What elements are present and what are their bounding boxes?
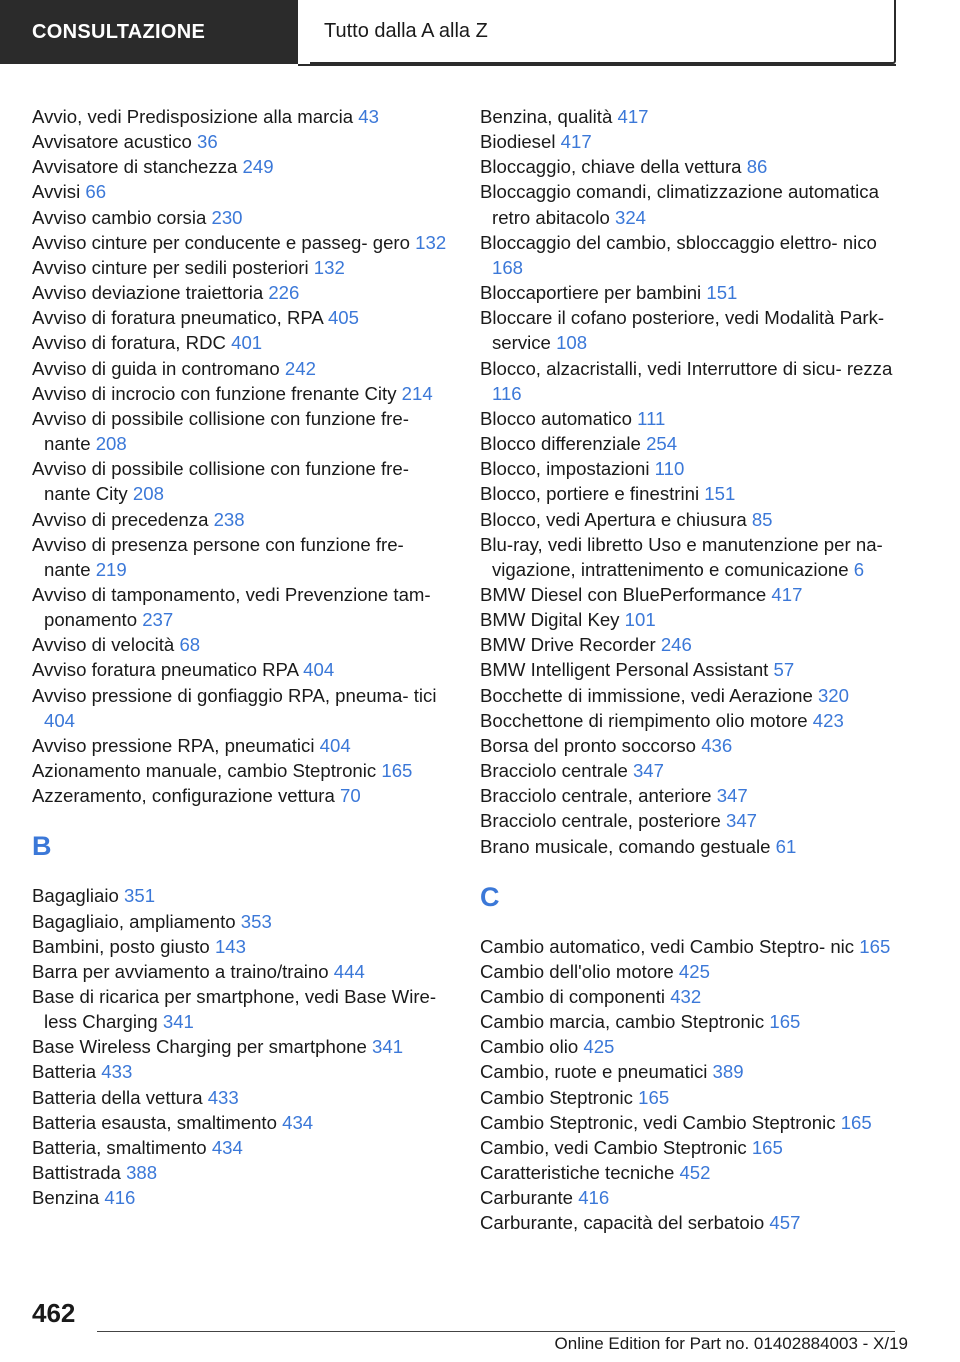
index-entry: [32, 934, 452, 959]
index-entry-text: BMW Diesel con BluePerformance: [480, 583, 767, 605]
index-entry-text: Cambio Steptronic, vedi Cambio Steptronic: [480, 1111, 836, 1133]
index-entry: [32, 783, 452, 808]
index-entry: [480, 305, 900, 355]
index-entry-text: Bocchettone di riempimento olio motore: [480, 709, 808, 731]
index-entry-text: Avviso di presenza persone con funzione fre‐ nante: [32, 533, 404, 580]
page-reference-link[interactable]: 249: [242, 156, 274, 178]
index-entry-text: Avviso di precedenza: [32, 508, 209, 530]
index-entry: [480, 1185, 900, 1210]
index-entry: [32, 330, 452, 355]
index-entry-text: Bloccaggio del cambio, sbloccaggio elettro‐ nico: [480, 231, 877, 253]
index-entry-text: Batteria esausta, smaltimento: [32, 1111, 277, 1133]
page-reference-link[interactable]: 226: [268, 282, 300, 304]
index-entry: [32, 205, 452, 230]
page-reference-link[interactable]: 230: [211, 206, 243, 228]
index-entry: [32, 104, 452, 129]
index-entry-text: Bagagliaio, ampliamento: [32, 910, 236, 932]
page-reference-link[interactable]: 165: [840, 1111, 872, 1133]
page-reference-link[interactable]: 165: [638, 1086, 670, 1108]
index-entry-text: Bloccaggio, chiave della vettura: [480, 156, 742, 178]
page-reference-link[interactable]: 165: [751, 1136, 783, 1158]
page-reference-link[interactable]: 6: [853, 558, 865, 580]
index-entry-text: Avviso di incrocio con funzione frenante City: [32, 382, 397, 404]
index-entry: [480, 230, 900, 280]
page-reference-link[interactable]: 457: [769, 1212, 801, 1234]
page-reference-link[interactable]: 61: [775, 835, 797, 857]
page-reference-link[interactable]: 341: [372, 1036, 404, 1058]
index-entry: [32, 456, 452, 506]
index-entry-text: Batteria: [32, 1061, 97, 1083]
index-entry: [32, 657, 452, 682]
page-reference-link[interactable]: 36: [197, 131, 218, 153]
index-entry: [32, 1160, 452, 1185]
index-entry: [32, 582, 452, 632]
index-entry: [480, 1034, 900, 1059]
index-entry-text: Avviso cinture per sedili posteriori: [32, 256, 309, 278]
index-entry: [32, 1034, 452, 1059]
index-entry-text: Azionamento manuale, cambio Steptronic: [32, 760, 377, 782]
page-reference-link[interactable]: 254: [646, 433, 678, 455]
page-reference-link[interactable]: 434: [211, 1136, 243, 1158]
index-entry-text: Blocco, alzacristalli, vedi Interruttore di sicu‐ rezza: [480, 357, 893, 379]
page-reference-link[interactable]: 132: [313, 256, 345, 278]
page-reference-link[interactable]: 86: [746, 156, 768, 178]
page-reference-link[interactable]: 389: [712, 1061, 744, 1083]
index-entry: [480, 1210, 900, 1235]
index-entry: [32, 883, 452, 908]
index-entry: [32, 230, 452, 255]
page-reference-link[interactable]: 416: [104, 1187, 136, 1209]
index-entry: [32, 179, 452, 204]
page-reference-link[interactable]: 214: [401, 382, 433, 404]
index-entry-text: Brano musicale, comando gestuale: [480, 835, 771, 857]
index-entry: [32, 507, 452, 532]
page-reference-link[interactable]: 108: [556, 332, 588, 354]
index-entry: [32, 154, 452, 179]
index-entry: [480, 657, 900, 682]
index-entry: [480, 179, 900, 229]
index-entry: [480, 1085, 900, 1110]
index-entry-text: Batteria della vettura: [32, 1086, 203, 1108]
index-entry: [480, 431, 900, 456]
index-entry-text: Benzina: [32, 1187, 100, 1209]
page-reference-link[interactable]: 165: [381, 760, 413, 782]
page-reference-link[interactable]: 416: [578, 1187, 610, 1209]
index-entry-text: Cambio olio: [480, 1036, 579, 1058]
page-reference-link[interactable]: 341: [162, 1011, 194, 1033]
page-reference-link[interactable]: 351: [124, 885, 156, 907]
page-header: [0, 0, 960, 66]
index-entry-text: Avviso deviazione traiettoria: [32, 282, 264, 304]
index-entry: [32, 381, 452, 406]
index-entry: [480, 356, 900, 406]
index-entry-text: Carburante: [480, 1187, 574, 1209]
page-reference-link[interactable]: 242: [284, 357, 316, 379]
chapter-title: Tutto dalla A alla Z: [310, 0, 896, 64]
index-entry: [480, 683, 900, 708]
page-reference-link[interactable]: 101: [624, 609, 656, 631]
index-entry-text: Avvisatore di stanchezza: [32, 156, 238, 178]
page-reference-link[interactable]: 57: [773, 659, 795, 681]
page-reference-link[interactable]: 165: [859, 935, 891, 957]
page-reference-link[interactable]: 404: [319, 734, 351, 756]
index-entry-text: Borsa del pronto soccorso: [480, 734, 697, 756]
page-reference-link[interactable]: 143: [214, 935, 246, 957]
index-entry-text: Bracciolo centrale, anteriore: [480, 785, 712, 807]
index-entry-text: Cambio di componenti: [480, 986, 666, 1007]
index-entry: [32, 984, 452, 1034]
index-entry-text: Bloccare il cofano posteriore, vedi Modalità Park‐ service: [480, 307, 885, 354]
index-entry-text: Base di ricarica per smartphone, vedi Base Wire‐ less Charging: [32, 986, 437, 1033]
index-entry: [32, 758, 452, 783]
index-entry: [480, 406, 900, 431]
index-entry: [480, 984, 900, 1009]
index-entry-text: BMW Intelligent Personal Assistant: [480, 659, 769, 681]
index-entry-text: Blocco automatico: [480, 407, 632, 429]
index-entry-text: Cambio marcia, cambio Steptronic: [480, 1011, 765, 1033]
page-reference-link[interactable]: 425: [583, 1036, 615, 1058]
index-entry: [480, 607, 900, 632]
index-entry-text: Bloccaportiere per bambini: [480, 282, 702, 304]
index-letter-heading: C: [480, 881, 500, 912]
index-entry-text: Blu-ray, vedi libretto Uso e manutenzione per na‐ vigazione, intrattenimento e comunicazione: [480, 533, 883, 580]
page-reference-link[interactable]: 168: [492, 256, 524, 278]
page-reference-link[interactable]: 132: [415, 231, 447, 253]
page-reference-link[interactable]: 116: [492, 382, 522, 404]
index-entry-text: Avviso di foratura, RDC: [32, 332, 226, 354]
index-entry-text: Caratteristiche tecniche: [480, 1162, 675, 1184]
index-entry: [480, 632, 900, 657]
page-reference-link[interactable]: 320: [817, 684, 849, 706]
page-reference-link[interactable]: 237: [142, 609, 174, 631]
page-reference-link[interactable]: 246: [660, 634, 692, 656]
page-reference-link[interactable]: 436: [701, 734, 733, 756]
index-entry: [480, 532, 900, 582]
index-entry-text: Blocco differenziale: [480, 433, 641, 455]
index-letter-heading: B: [32, 831, 52, 862]
index-entry-text: Avvio, vedi Predisposizione alla marcia: [32, 106, 354, 127]
index-entry: [32, 1059, 452, 1084]
page-reference-link[interactable]: 401: [231, 332, 263, 354]
page-reference-link[interactable]: 324: [615, 206, 647, 228]
index-entry-text: Blocco, impostazioni: [480, 458, 650, 480]
index-entry: [32, 733, 452, 758]
edition-note: Online Edition for Part no. 01402884003 - X/19: [554, 1334, 908, 1353]
page-reference-link[interactable]: 353: [240, 910, 272, 932]
index-entry-text: Base Wireless Charging per smartphone: [32, 1036, 367, 1058]
index-entry: [32, 280, 452, 305]
index-entry: [32, 129, 452, 154]
index-entry-text: Avviso di velocità: [32, 634, 175, 656]
index-entry-text: Carburante, capacità del serbatoio: [480, 1212, 765, 1234]
index-entry: [32, 632, 452, 657]
index-entry-text: Battistrada: [32, 1162, 121, 1184]
index-entry: [480, 708, 900, 733]
index-entry-text: Avviso pressione RPA, pneumatici: [32, 734, 315, 756]
index-entry-text: Bocchette di immissione, vedi Aerazione: [480, 684, 813, 706]
page-reference-link[interactable]: 347: [716, 785, 748, 807]
index-entry-text: Barra per avviamento a traino/traino: [32, 960, 329, 982]
index-entry: [480, 582, 900, 607]
index-entry-text: Bagagliaio: [32, 885, 119, 907]
index-entry: [32, 532, 452, 582]
index-entry-text: Cambio automatico, vedi Cambio Steptro‐ nic: [480, 935, 855, 957]
index-entry-text: Cambio Steptronic: [480, 1086, 633, 1108]
index-entry: [480, 1160, 900, 1185]
page-number: 462: [32, 1298, 76, 1328]
page-reference-link[interactable]: 444: [333, 960, 365, 982]
index-entry-text: Cambio, vedi Cambio Steptronic: [480, 1136, 747, 1158]
page-reference-link[interactable]: 151: [704, 483, 736, 505]
index-entry: [480, 783, 900, 808]
section-label: CONSULTAZIONE: [0, 0, 298, 64]
page-reference-link[interactable]: 404: [303, 659, 335, 681]
index-entry-text: Bambini, posto giusto: [32, 935, 210, 957]
index-column-right: [480, 104, 900, 1236]
header-rule: [298, 64, 896, 66]
index-entry-text: Cambio dell'olio motore: [480, 960, 674, 982]
page-reference-link[interactable]: 347: [632, 760, 664, 782]
page-reference-link[interactable]: 417: [560, 131, 592, 153]
index-entry: [480, 104, 900, 129]
index-entry: [480, 280, 900, 305]
page-reference-link[interactable]: 423: [812, 709, 844, 731]
page-reference-link[interactable]: 110: [654, 458, 685, 480]
page-reference-link[interactable]: 433: [101, 1061, 133, 1083]
index-entry: [480, 481, 900, 506]
index-entry-text: Avvisatore acustico: [32, 131, 192, 153]
index-entry: [32, 683, 452, 733]
index-entry-text: Avviso foratura pneumatico RPA: [32, 659, 298, 681]
page-reference-link[interactable]: 434: [282, 1111, 314, 1133]
page-reference-link[interactable]: 417: [617, 106, 649, 127]
index-entry-text: Avviso di possibile collisione con funzione fre‐ nante: [32, 407, 409, 455]
index-entry: [480, 758, 900, 783]
page-reference-link[interactable]: 151: [706, 282, 738, 304]
index-entry: [480, 808, 900, 833]
page-reference-link[interactable]: 432: [670, 986, 702, 1007]
index-entry: [32, 1110, 452, 1135]
index-entry: [480, 959, 900, 984]
index-entry-text: BMW Drive Recorder: [480, 634, 656, 656]
page-reference-link[interactable]: 208: [132, 483, 164, 505]
index-entry: [32, 305, 452, 330]
index-entry: [480, 1059, 900, 1084]
index-entry-text: Avviso di guida in contromano: [32, 357, 280, 379]
index-entry: [32, 1135, 452, 1160]
index-entry: [32, 909, 452, 934]
index-entry-text: Avviso di possibile collisione con funzione fre‐ nante City: [32, 458, 409, 505]
index-column-left: [32, 104, 452, 1210]
index-entry-text: Bracciolo centrale: [480, 760, 628, 782]
page-reference-link[interactable]: 111: [637, 407, 666, 429]
page-reference-link[interactable]: 219: [95, 558, 127, 580]
page-reference-link[interactable]: 404: [44, 709, 76, 731]
index-entry: [480, 456, 900, 481]
page-reference-link[interactable]: 70: [340, 785, 361, 807]
page-reference-link[interactable]: 347: [725, 810, 758, 832]
index-entry: [480, 834, 900, 859]
index-entry: [32, 959, 452, 984]
page-reference-link[interactable]: 238: [213, 508, 245, 530]
index-entry: [32, 356, 452, 381]
index-entry: [32, 255, 452, 280]
index-entry-text: Avviso pressione di gonfiaggio RPA, pneuma‐ tici: [32, 684, 437, 706]
page-reference-link[interactable]: 405: [327, 307, 359, 329]
page-reference-link[interactable]: 208: [95, 433, 127, 455]
index-entry-text: Biodiesel: [480, 131, 556, 153]
page-reference-link[interactable]: 165: [769, 1011, 801, 1033]
index-entry-text: Avviso cambio corsia: [32, 206, 207, 228]
index-entry: [32, 1085, 452, 1110]
index-entry: [480, 507, 900, 532]
index-entry: [480, 1110, 900, 1135]
page-reference-link[interactable]: 452: [679, 1162, 711, 1184]
index-entry: [32, 406, 452, 456]
index-entry: [480, 1009, 900, 1034]
index-entry-text: Avviso di tamponamento, vedi Prevenzione tam‐ ponamento: [32, 583, 431, 631]
index-entry-text: Benzina, qualità: [480, 106, 613, 127]
page-reference-link[interactable]: 66: [85, 181, 107, 203]
index-entry-text: Avviso cinture per conducente e passeg‐ gero: [32, 231, 410, 253]
index-entry: [480, 934, 900, 959]
index-entry-text: Cambio, ruote e pneumatici: [480, 1061, 708, 1083]
index-entry: [480, 733, 900, 758]
index-entry-text: Azzeramento, configurazione vettura: [32, 785, 335, 807]
index-entry: [32, 1185, 452, 1210]
index-entry-text: Blocco, portiere e finestrini: [480, 483, 700, 505]
index-entry: [480, 154, 900, 179]
index-entry-text: Avviso di foratura pneumatico, RPA: [32, 307, 323, 329]
page-reference-link[interactable]: 68: [179, 634, 201, 656]
footer-rule: [97, 1331, 895, 1332]
index-entry-text: Bracciolo centrale, posteriore: [480, 810, 721, 832]
page-reference-link[interactable]: 425: [678, 960, 710, 982]
page-reference-link[interactable]: 388: [126, 1162, 158, 1184]
page-reference-link[interactable]: 85: [751, 508, 773, 530]
index-entry-text: Batteria, smaltimento: [32, 1136, 207, 1158]
index-entry-text: Avvisi: [32, 181, 81, 203]
index-entry-text: Bloccaggio comandi, climatizzazione automatica retro abitacolo: [480, 181, 879, 228]
page-reference-link[interactable]: 433: [207, 1086, 239, 1108]
index-entry-text: Blocco, vedi Apertura e chiusura: [480, 508, 747, 530]
index-entry: [480, 1135, 900, 1160]
index-entry: [480, 129, 900, 154]
index-entry-text: BMW Digital Key: [480, 609, 620, 631]
page-reference-link[interactable]: 417: [771, 583, 803, 605]
page-reference-link[interactable]: 43: [358, 106, 379, 127]
